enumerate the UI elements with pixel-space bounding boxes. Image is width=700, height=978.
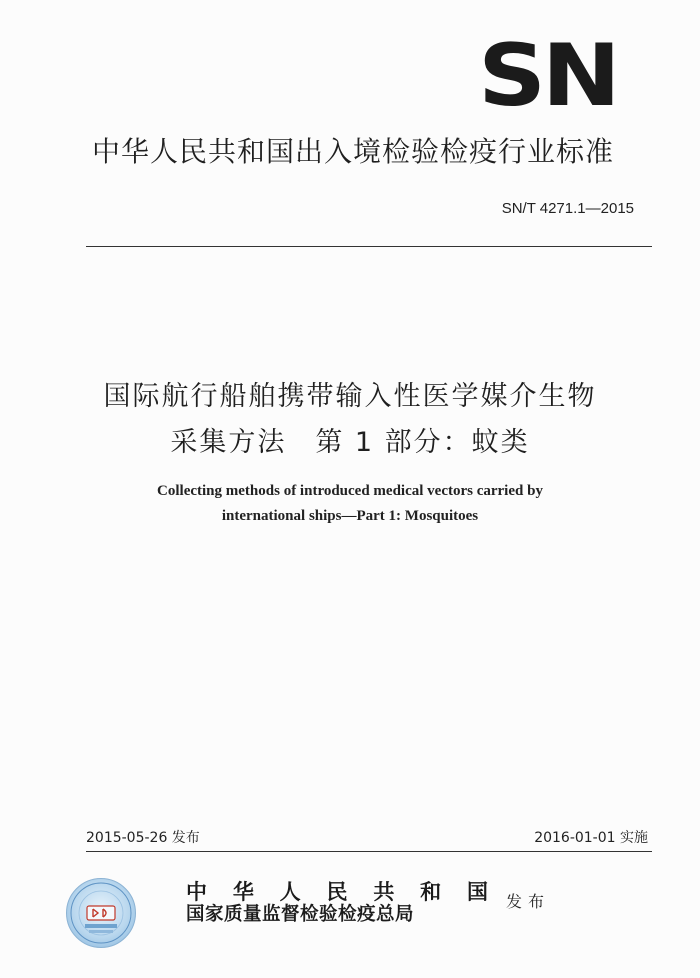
- standard-number: SN/T 4271.1—2015: [501, 200, 634, 217]
- publisher-char: 共: [373, 879, 395, 904]
- publisher-char: 人: [279, 879, 301, 904]
- publisher-char: 民: [326, 879, 348, 904]
- publisher-char: 中: [186, 879, 207, 904]
- top-divider: [86, 246, 652, 247]
- title-chinese-line-2: 采集方法 第 1 部分：蚊类: [170, 427, 530, 458]
- title-english-line-1: Collecting methods of introduced medical vectors carried by: [157, 483, 543, 499]
- publisher-char: 华: [232, 879, 254, 904]
- publisher-char: 国: [466, 879, 488, 904]
- publish-label: 发布: [506, 892, 551, 911]
- publisher-agency: 国家质量监督检验检疫总局: [186, 904, 415, 925]
- title-chinese-line-1: 国际航行船舶携带输入性医学媒介生物: [103, 381, 597, 412]
- implementation-date: 2016-01-01 实施: [534, 830, 648, 846]
- bottom-divider: [86, 851, 652, 852]
- sn-logo: SN: [478, 26, 617, 126]
- title-english-line-2: international ships—Part 1: Mosquitoes: [221, 508, 479, 524]
- publish-date: 2015-05-26 发布: [86, 830, 200, 846]
- publisher-char: 和: [420, 879, 442, 904]
- anti-counterfeit-seal-icon: [66, 878, 136, 948]
- issuing-authority-heading: 中华人民共和国出入境检验检疫行业标准: [92, 135, 615, 168]
